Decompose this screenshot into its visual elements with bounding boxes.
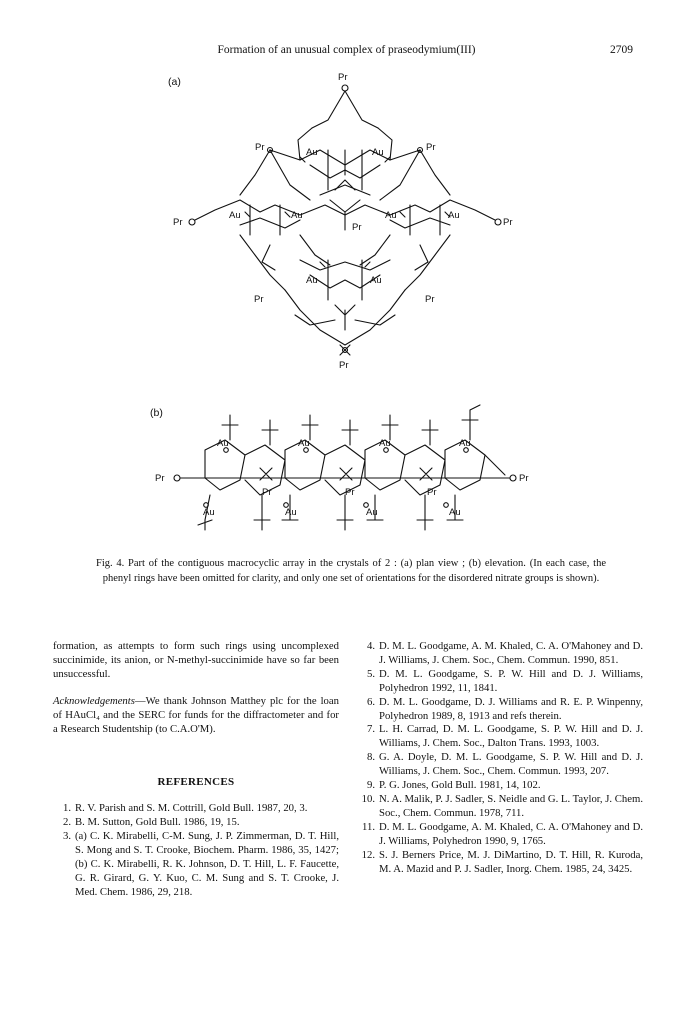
reference-number: 7. xyxy=(366,723,375,736)
reference-number: 10. xyxy=(361,792,375,805)
references-list-left xyxy=(53,802,339,899)
atom-label-pr: Pr xyxy=(345,487,355,498)
left-column xyxy=(53,640,339,900)
atom-label-au: Au xyxy=(366,507,378,518)
reference-number: 11. xyxy=(362,820,375,833)
atom-label-au: Au xyxy=(379,438,391,449)
atom-label-au: Au xyxy=(306,147,318,158)
acknowledgements-text: —We thank Johnson Matthey plc for the loan of HAuCl₄ and the SERC for funds for the diffractometer and for a Research Studentship (to C.A.O'M). xyxy=(53,694,339,735)
running-title: Formation of an unusual complex of praseodymium(III) xyxy=(217,44,476,56)
elevation-view-chain xyxy=(174,405,516,530)
atom-label-au: Au xyxy=(448,210,460,221)
reference-text: P. G. Jones, Gold Bull. 1981, 14, 102. xyxy=(379,779,541,792)
panel-a-label: (a) xyxy=(168,76,181,88)
reference-number: 12. xyxy=(361,848,375,861)
reference-number: 8. xyxy=(366,751,375,764)
body-paragraph: formation, as attempts to form such rings using uncomplexed succinimide, its anion, or N-methyl-succinimide have so far been unsuccessful. xyxy=(53,640,339,680)
reference-text: D. M. L. Goodgame, A. M. Khaled, C. A. O'Mahoney and D. J. Williams, J. Chem. Soc., Chem. Commun. 1990, 851. xyxy=(379,640,643,666)
atom-label-au: Au xyxy=(298,438,310,449)
figure-caption: Fig. 4. Part of the contiguous macrocyclic array in the crystals of 2 : (a) plan view ; (b) elevation. (In each case, the phenyl rings have been omitted for clarity, and only one set of orientations for the disordered nitrate groups is shown). xyxy=(96,558,606,584)
reference-text: N. A. Malik, P. J. Sadler, S. Neidle and G. L. Taylor, J. Chem. Soc., Chem. Commun. 1978, 711. xyxy=(379,792,643,819)
reference-item xyxy=(357,640,643,668)
acknowledgements-paragraph xyxy=(53,695,339,737)
reference-item xyxy=(53,816,339,830)
atom-label-pr: Pr xyxy=(255,142,265,153)
reference-text: S. J. Berners Price, M. J. DiMartino, D. T. Hill, R. Kuroda, M. A. Mazid and P. J. Sadler, Inorg. Chem. 1985, 24, 3425. xyxy=(379,848,643,875)
atom-label-pr: Pr xyxy=(262,487,272,498)
reference-number: 6. xyxy=(366,695,375,708)
page-number: 2709 xyxy=(610,44,633,56)
reference-number: 9. xyxy=(366,779,375,792)
reference-text: D. M. L. Goodgame, S. P. W. Hill and D. J. Williams, Polyhedron 1992, 11, 1841. xyxy=(379,667,643,694)
atom-label-pr: Pr xyxy=(427,487,437,498)
reference-number: 2. xyxy=(62,816,71,829)
atom-label-au: Au xyxy=(385,210,397,221)
reference-item xyxy=(53,802,339,816)
reference-item xyxy=(357,849,643,877)
atom-label-au: Au xyxy=(203,507,215,518)
acknowledgements-label: Acknowledgements xyxy=(53,694,135,707)
reference-text: D. M. L. Goodgame, D. J. Williams and R. E. P. Winpenny, Polyhedron 1989, 8, 1913 and refs therein. xyxy=(379,695,643,722)
right-column xyxy=(357,640,643,876)
atom-label-au: Au xyxy=(370,275,382,286)
atom-label-au: Au xyxy=(459,438,471,449)
reference-number: 5. xyxy=(366,667,375,680)
reference-number: 3. xyxy=(62,830,71,843)
atom-label-au: Au xyxy=(306,275,318,286)
atom-label-au: Au xyxy=(217,438,229,449)
reference-text: D. M. L. Goodgame, A. M. Khaled, C. A. O'Mahoney and D. J. Williams, Polyhedron 1990, 9, 1765. xyxy=(379,820,643,847)
reference-item xyxy=(357,751,643,779)
atom-label-pr: Pr xyxy=(173,217,183,228)
atom-label-pr: Pr xyxy=(338,72,348,83)
reference-text: G. A. Doyle, D. M. L. Goodgame, S. P. W. Hill and D. J. Williams, J. Chem. Soc., Chem. Commun. 1993, 207. xyxy=(379,751,643,778)
reference-item xyxy=(357,779,643,793)
atom-label-pr: Pr xyxy=(425,294,435,305)
atom-label-au: Au xyxy=(372,147,384,158)
reference-text: R. V. Parish and S. M. Cottrill, Gold Bull. 1987, 20, 3. xyxy=(75,802,308,815)
atom-label-pr: Pr xyxy=(155,473,165,484)
reference-text: B. M. Sutton, Gold Bull. 1986, 19, 15. xyxy=(75,816,240,829)
atom-label-pr: Pr xyxy=(503,217,513,228)
atom-label-pr: Pr xyxy=(254,294,264,305)
reference-text: L. H. Carrad, D. M. L. Goodgame, S. P. W. Hill and D. J. Williams, J. Chem. Soc., Dalton Trans. 1993, 1003. xyxy=(379,723,643,750)
atom-label-au: Au xyxy=(285,507,297,518)
reference-item xyxy=(53,830,339,900)
atom-label-pr: Pr xyxy=(519,473,529,484)
reference-item xyxy=(357,793,643,821)
reference-number: 4. xyxy=(366,640,375,652)
reference-text: (a) C. K. Mirabelli, C-M. Sung, J. P. Zimmerman, D. T. Hill, S. Mong and S. T. Crooke, Biochem. Pharm. 1986, 35, 1427; (b) C. K. Mirabelli, R. K. Johnson, D. T. Hill, L. F. Faucette, G. R. Girard, G. Y. Kuo, C. M. Sung and S. T. Crooke, J. Med. Chem. 1986, 29, 218. xyxy=(75,830,339,898)
atom-label-pr: Pr xyxy=(426,142,436,153)
references-heading: REFERENCES xyxy=(157,776,235,789)
reference-item xyxy=(357,821,643,849)
atom-label-pr: Pr xyxy=(339,360,349,371)
atom-label-au: Au xyxy=(449,507,461,518)
atom-label-au: Au xyxy=(291,210,303,221)
references-list-right xyxy=(357,640,643,876)
atom-label-au: Au xyxy=(229,210,241,221)
reference-item xyxy=(357,723,643,751)
atom-label-pr: Pr xyxy=(352,222,362,233)
reference-number: 1. xyxy=(62,802,71,815)
reference-item xyxy=(357,696,643,724)
panel-b-label: (b) xyxy=(150,407,163,419)
reference-item xyxy=(357,668,643,696)
